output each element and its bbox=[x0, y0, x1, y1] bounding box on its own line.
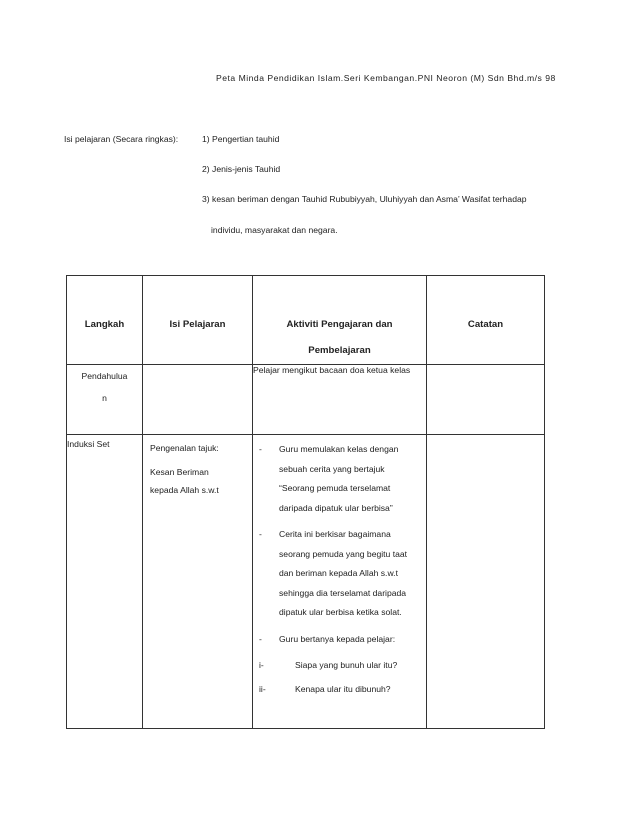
header-aktiviti-line2: Pembelajaran bbox=[308, 345, 371, 356]
table-row-pendahuluan bbox=[67, 365, 545, 435]
cell-aktiviti-pendahuluan: Pelajar mengikut bacaan doa ketua kelas bbox=[253, 365, 427, 435]
cell-isi-induksi bbox=[143, 435, 253, 729]
header-isi-pelajaran: Isi Pelajaran bbox=[143, 276, 253, 365]
cell-catatan-pendahuluan bbox=[427, 365, 545, 435]
summary-item-3: 3) kesan beriman dengan Tauhid Rububiyyah, Uluhiyyah dan Asma’ Wasifat terhadap bbox=[202, 194, 527, 204]
question-item-1: i- Siapa yang bunuh ular itu? bbox=[259, 660, 398, 670]
question-item-2: ii- Kenapa ular itu dibunuh? bbox=[259, 684, 391, 694]
activity-item-3: - Guru bertanya kepada pelajar: bbox=[259, 633, 396, 644]
page-header: Peta Minda Pendidikan Islam.Seri Kembangan.PNI Neoron (M) Sdn Bhd.m/s 98 bbox=[216, 73, 556, 83]
cell-aktiviti-induksi bbox=[253, 435, 427, 729]
cell-langkah-induksi: Induksi Set bbox=[67, 435, 143, 729]
header-aktiviti-line1: Aktiviti Pengajaran dan bbox=[286, 319, 393, 330]
lesson-plan-table bbox=[66, 275, 545, 729]
topic-title-2: kepada Allah s.w.t bbox=[150, 485, 219, 495]
table-row-induksi bbox=[67, 435, 545, 729]
header-aktiviti bbox=[253, 276, 427, 365]
cell-isi-pendahuluan bbox=[143, 365, 253, 435]
header-catatan: Catatan bbox=[427, 276, 545, 365]
summary-item-2: 2) Jenis-jenis Tauhid bbox=[202, 164, 281, 174]
summary-item-1: 1) Pengertian tauhid bbox=[202, 134, 280, 144]
summary-label: Isi pelajaran (Secara ringkas): bbox=[64, 134, 179, 144]
header-langkah: Langkah bbox=[67, 276, 143, 365]
activity-item-1: - Guru memulakan kelas dengan sebuah cerita yang bertajuk “Seorang pemuda terselamat daripada dipatuk ular berbisa” bbox=[259, 444, 399, 513]
topic-intro: Pengenalan tajuk: bbox=[150, 443, 219, 453]
cell-catatan-induksi bbox=[427, 435, 545, 729]
table-header-row bbox=[67, 276, 545, 365]
activity-item-2: - Cerita ini berkisar bagaimana seorang pemuda yang begitu taat dan beriman kepada Allah s.w.t sehingga dia terselamat daripada dipatuk ular berbisa ketika solat. bbox=[259, 529, 408, 617]
cell-langkah-pendahuluan: Pendahulua n bbox=[67, 365, 143, 435]
topic-title-1: Kesan Beriman bbox=[150, 467, 209, 477]
summary-item-3-cont: individu, masyarakat dan negara. bbox=[211, 225, 338, 235]
